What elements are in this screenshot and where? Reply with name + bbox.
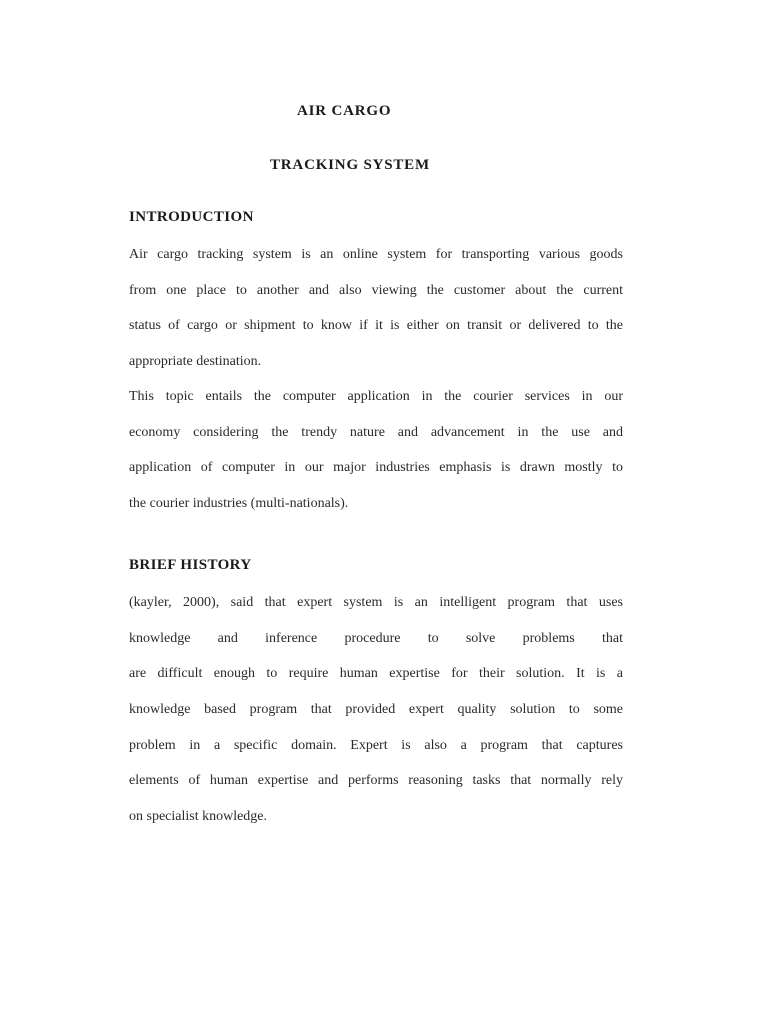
text-line: status of cargo or shipment to know if it is either on transit or delivered to the [129,318,623,334]
text-line: are difficult enough to require human expertise for their solution. It is a [129,666,623,682]
text-line: appropriate destination. [129,354,262,370]
brief-history-paragraph [129,585,623,835]
text-line: knowledge based program that provided expert quality solution to some [129,702,623,718]
text-line: application of computer in our major industries emphasis is drawn mostly to [129,460,623,476]
text-line: the courier industries (multi-nationals). [129,496,349,512]
text-line: This topic entails the computer application in the courier services in our [129,389,623,404]
text-line: on specialist knowledge. [129,809,268,825]
text-line: Air cargo tracking system is an online system for transporting various goods [129,247,623,262]
text-line: (kayler, 2000), said that expert system is an intelligent program that uses [129,595,623,610]
text-line: knowledge and inference procedure to solve problems that [129,630,623,646]
text-line: problem in a specific domain. Expert is also a program that captures [129,737,623,753]
introduction-paragraph-2 [129,379,623,522]
section-heading-introduction: INTRODUCTION [129,209,254,225]
document-title-line-1: AIR CARGO [297,103,392,119]
text-line: elements of human expertise and performs reasoning tasks that normally rely [129,773,623,789]
text-line: from one place to another and also viewing the customer about the current [129,282,623,298]
text-line: economy considering the trendy nature and advancement in the use and [129,424,623,440]
document-title-line-2: TRACKING SYSTEM [270,157,430,173]
introduction-paragraph-1 [129,237,623,380]
section-heading-brief-history: BRIEF HISTORY [129,557,252,573]
